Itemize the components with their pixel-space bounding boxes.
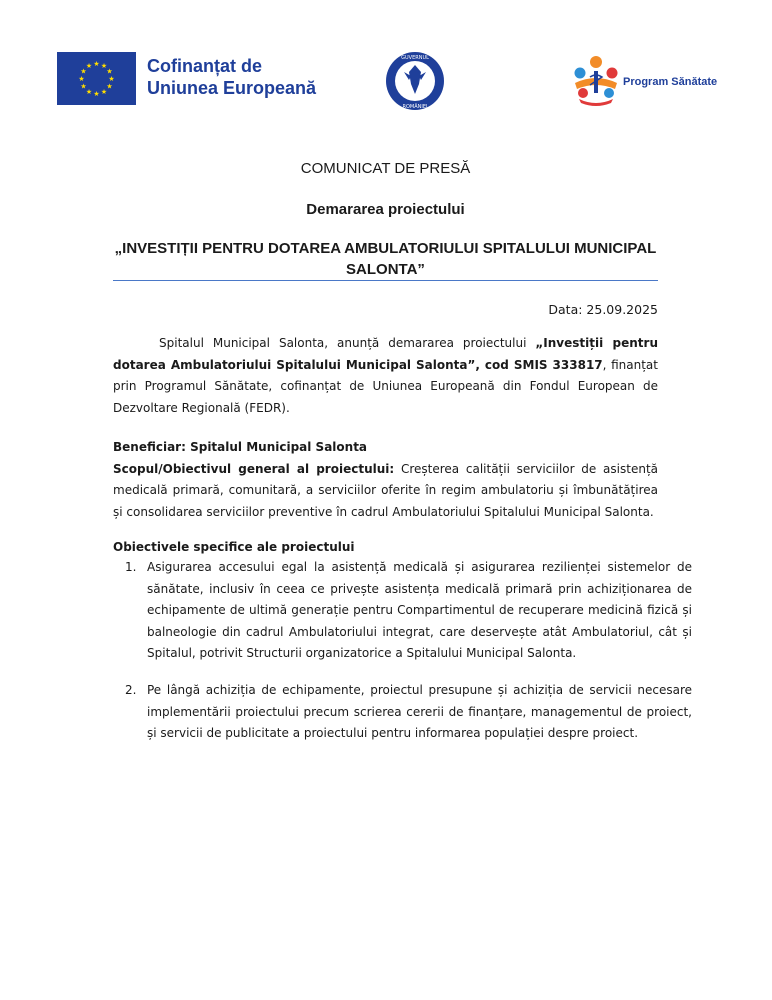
svg-text:ROMÂNIEI: ROMÂNIEI [402,104,428,110]
svg-text:GUVERNUL: GUVERNUL [401,55,429,61]
beneficiary-section [113,437,658,523]
svg-text:★: ★ [93,60,100,68]
list-item: 1. Asigurarea accesului egal la asistență medicală și asigurarea rezilienței sistemelor de sănătate, inclusiv în ceea ce privește asistența medicală primară prin achiziționarea de echipamente de ultimă generație pentru Compartimentul de recuperare medicină fizică și balneologie din cadrul Ambulatoriului integrat, care deservește atât Ambulatoriul, cât și Spitalul, potrivit Structurii organizatorice a Spitalului Municipal Salonta. [125,560,692,660]
intro-paragraph: Spitalul Municipal Salonta, anunță demararea proiectului „Investiții pentru dotarea Ambulatoriului Spitalului Municipal Salonta”, cod SMIS 333817, finanțat prin Programul Sănătate, cofinanțat de Uniunea Europeană din Fondul European de Dezvoltare Regională (FEDR). [113,336,658,415]
objective-label: Scopul/Obiectivul general al proiectului: [113,461,395,476]
svg-text:★: ★ [80,82,87,91]
page-header [0,0,772,150]
program-sanatate-logo [569,53,624,108]
title-divider [113,280,658,281]
svg-text:★: ★ [85,88,93,96]
svg-text:★: ★ [80,67,87,76]
svg-text:★: ★ [85,62,93,70]
list-item: 2. Pe lângă achiziția de echipamente, proiectul presupune și achiziția de servicii necesare implementării proiectului precum scrierea cererii de finanțare, managementul de proiect, și servicii de publicitate a proiectului pentru informarea populației despre proiect. [125,683,692,740]
svg-text:★: ★ [100,62,108,70]
objective-text: Creșterea calității serviciilor de asistență medicală primară, comunitară, a serviciilor oferite în regim ambulatoriu și îmbunătățirea și consolidarea serviciilor preventive în cadrul Ambulatoriului Spitalului Municipal Salonta. [113,461,658,519]
beneficiary-line: Beneficiar: Spitalul Municipal Salonta [113,440,368,454]
svg-text:★: ★ [93,90,100,98]
project-title: „INVESTIȚII PENTRU DOTAREA AMBULATORIULUI SPITALULUI MUNICIPAL SALONTA” [114,240,657,278]
romanian-government-seal [384,50,446,112]
eu-flag-logo [57,52,136,105]
svg-text:★: ★ [100,88,108,96]
document-date: Data: 25.09.2025 [548,302,658,317]
press-release-heading: COMUNICAT DE PRESĂ [300,160,471,177]
svg-text:★: ★ [108,75,115,83]
svg-text:★: ★ [106,82,113,91]
svg-text:★: ★ [106,67,113,76]
program-sanatate-text: Program Sănătate [623,76,718,88]
document-subtitle: Demararea proiectului [306,201,465,218]
project-name-bold: „Investiții pentru dotarea Ambulatoriului Spitalului Municipal Salonta”, cod SMIS 333817 [113,336,658,372]
svg-text:★: ★ [78,75,85,83]
eu-cofinanced-text: Cofinanțat de Uniunea Europeană [147,56,317,98]
specific-objectives-title: Obiectivele specifice ale proiectului [113,540,355,554]
